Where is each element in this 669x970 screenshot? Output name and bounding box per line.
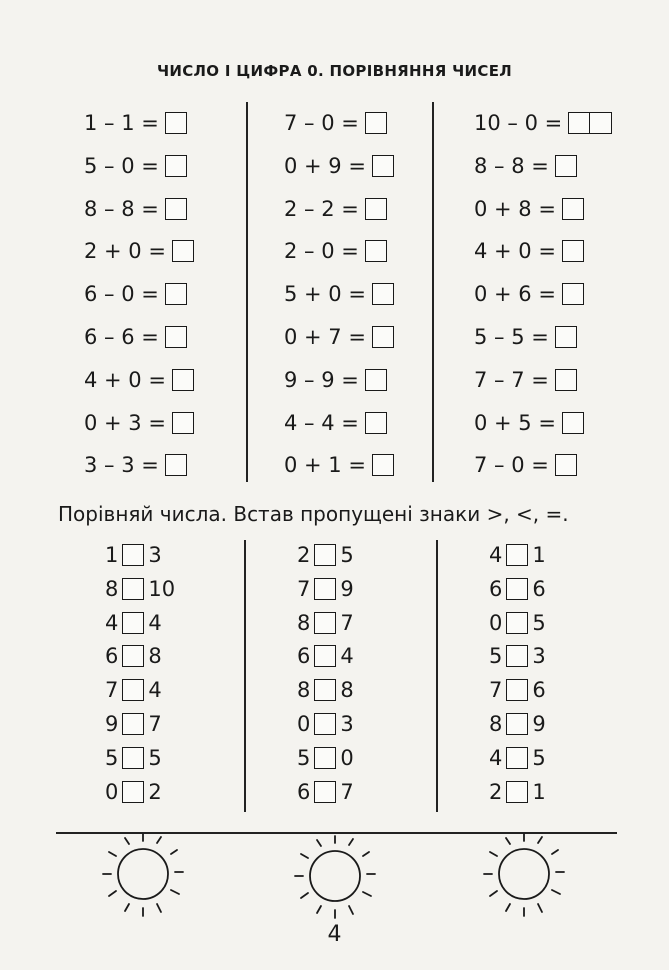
comparison-sign-box[interactable] [314,578,336,600]
comparison-item [489,609,546,637]
exercise-item [474,278,584,310]
comparison-sign-box[interactable] [314,747,336,769]
exercise-item [284,193,387,225]
comparison-item [105,609,162,637]
exercise-item [284,449,394,481]
comparison-sign-box[interactable] [314,612,336,634]
right-number: 6 [532,576,546,601]
instruction-text: Порівняй числа. Встав пропущені знаки >, <, =. [58,502,569,526]
answer-box[interactable] [165,454,187,476]
exercise-item [84,150,187,182]
exercise-expression: 0 + 3 = [84,410,166,435]
comparison-sign-box[interactable] [314,679,336,701]
answer-box[interactable] [562,412,584,434]
exercise-expression: 2 – 2 = [284,196,359,221]
comparison-item [297,778,354,806]
answer-box[interactable] [562,283,584,305]
left-number: 4 [489,543,503,567]
comparison-item [105,778,162,806]
answer-box[interactable] [555,326,577,348]
left-number: 4 [489,745,503,770]
comparison-sign-box[interactable] [314,544,336,566]
comparison-sign-box[interactable] [122,578,144,600]
comparison-sign-box[interactable] [506,781,528,803]
comparison-item [489,642,546,670]
answer-box[interactable] [372,155,394,177]
exercise-expression: 10 – 0 = [474,111,563,135]
left-number: 7 [297,576,311,601]
answer-box[interactable] [365,240,387,262]
left-number: 5 [297,745,311,770]
exercise-item [84,449,187,481]
comparison-sign-box[interactable] [122,679,144,701]
exercise-item [474,235,584,267]
exercise-item [84,193,187,225]
exercise-expression: 5 – 0 = [84,153,159,178]
exercise-expression: 6 – 6 = [84,325,159,349]
exercise-item [474,407,584,439]
exercise-expression: 9 – 9 = [284,367,359,392]
exercise-expression: 7 – 0 = [474,453,549,478]
left-number: 0 [489,610,503,635]
right-number: 8 [340,678,354,703]
right-number: 8 [148,644,162,669]
comparison-item [297,744,354,772]
left-number: 7 [489,678,503,703]
answer-box[interactable] [568,112,590,134]
comparison-item [105,642,162,670]
answer-box[interactable] [165,198,187,220]
right-number: 1 [532,779,546,804]
left-number: 2 [297,543,311,567]
comparison-sign-box[interactable] [122,544,144,566]
comparison-item [297,575,354,603]
exercise-expression: 6 – 0 = [84,282,159,307]
sun-icon [474,832,574,920]
answer-box[interactable] [555,155,577,177]
comparison-item [489,541,546,569]
right-number: 5 [532,745,546,770]
answer-box[interactable] [365,112,387,134]
left-number: 6 [489,576,503,601]
exercise-item [84,278,187,310]
left-number: 6 [297,644,311,669]
comparison-item [489,744,546,772]
left-number: 6 [297,779,311,804]
answer-box[interactable] [172,412,194,434]
left-number: 8 [105,576,119,601]
column-divider [432,102,434,482]
left-number: 8 [297,678,311,703]
right-number: 10 [148,576,176,601]
exercise-expression: 5 – 5 = [474,325,549,349]
right-number: 7 [340,610,354,635]
comparison-sign-box[interactable] [314,713,336,735]
exercise-item [474,150,577,182]
comparison-sign-box[interactable] [506,544,528,566]
answer-box[interactable] [165,112,187,134]
exercise-expression: 1 – 1 = [84,111,159,135]
left-number: 6 [105,644,119,669]
comparison-sign-box[interactable] [506,713,528,735]
comparison-item [297,710,354,738]
right-number: 4 [340,644,354,669]
comparison-sign-box[interactable] [314,645,336,667]
page-number: 4 [327,922,342,947]
comparison-item [105,676,162,704]
answer-box[interactable] [172,369,194,391]
exercise-expression: 4 + 0 = [474,239,556,264]
exercise-expression: 0 + 8 = [474,196,556,221]
exercise-expression: 2 + 0 = [84,239,166,264]
answer-box[interactable] [555,369,577,391]
right-number: 7 [340,779,354,804]
exercise-expression: 0 + 6 = [474,282,556,307]
left-number: 4 [105,610,119,635]
exercise-item [284,407,387,439]
comparison-sign-box[interactable] [506,578,528,600]
exercise-item [284,364,387,396]
comparison-sign-box[interactable] [506,679,528,701]
sun-icon [95,832,195,920]
comparison-item [105,575,175,603]
right-number: 3 [148,543,162,567]
comparison-item [489,778,546,806]
exercise-expression: 4 – 4 = [284,410,359,435]
left-number: 8 [297,610,311,635]
comparison-sign-box[interactable] [122,645,144,667]
exercise-expression: 4 + 0 = [84,367,166,392]
comparison-sign-box[interactable] [314,781,336,803]
column-divider [244,540,246,812]
left-number: 0 [105,779,119,804]
comparison-sign-box[interactable] [506,612,528,634]
comparison-item [105,744,162,772]
left-number: 9 [105,712,119,736]
comparison-item [105,710,162,738]
right-number: 3 [340,712,354,736]
right-number: 2 [148,779,162,804]
exercise-item [84,235,194,267]
exercise-item [474,449,577,481]
answer-box[interactable] [562,198,584,220]
left-number: 7 [105,678,119,703]
sun-icon [287,832,387,920]
answer-box[interactable] [555,454,577,476]
right-number: 5 [148,745,162,770]
exercise-expression: 5 + 0 = [284,282,366,307]
exercise-expression: 0 + 5 = [474,410,556,435]
right-number: 9 [532,712,546,736]
comparison-item [489,676,546,704]
exercise-expression: 7 – 0 = [284,111,359,135]
exercise-item [84,407,194,439]
comparison-item [297,676,354,704]
column-divider [436,540,438,812]
comparison-item [297,642,354,670]
exercise-expression: 7 – 7 = [474,367,549,392]
exercise-item [84,107,187,139]
comparison-item [105,541,162,569]
comparison-sign-box[interactable] [506,747,528,769]
comparison-sign-box[interactable] [506,645,528,667]
comparison-item [489,575,546,603]
comparison-sign-box[interactable] [122,747,144,769]
answer-box[interactable] [165,326,187,348]
column-divider [246,102,248,482]
exercise-expression: 0 + 1 = [284,453,366,478]
exercise-item [474,364,577,396]
exercise-item [84,364,194,396]
comparison-item [297,541,354,569]
exercise-item [284,321,394,353]
two-digit-answer-box[interactable] [568,112,612,134]
exercise-item [284,235,387,267]
comparison-sign-box[interactable] [122,713,144,735]
answer-box[interactable] [562,240,584,262]
exercise-expression: 2 – 0 = [284,239,359,264]
left-number: 5 [105,745,119,770]
exercise-item [284,107,387,139]
right-number: 7 [148,712,162,736]
page-title: ЧИСЛО І ЦИФРА 0. ПОРІВНЯННЯ ЧИСЕЛ [156,62,513,80]
exercise-item [284,278,394,310]
left-number: 0 [297,712,311,736]
left-number: 8 [489,712,503,736]
answer-box[interactable] [365,369,387,391]
right-number: 6 [532,678,546,703]
comparison-sign-box[interactable] [122,612,144,634]
right-number: 9 [340,576,354,601]
right-number: 4 [148,610,162,635]
answer-box[interactable] [372,283,394,305]
answer-box[interactable] [165,155,187,177]
exercise-item [284,150,394,182]
right-number: 5 [532,610,546,635]
answer-box[interactable] [365,198,387,220]
answer-box[interactable] [365,412,387,434]
left-number: 1 [105,543,119,567]
exercise-expression: 0 + 9 = [284,153,366,178]
answer-box[interactable] [372,454,394,476]
left-number: 5 [489,644,503,669]
right-number: 4 [148,678,162,703]
comparison-sign-box[interactable] [122,781,144,803]
exercise-item [474,107,612,139]
exercise-item [474,321,577,353]
right-number: 1 [532,543,546,567]
right-number: 5 [340,543,354,567]
exercise-item [474,193,584,225]
comparison-item [489,710,546,738]
right-number: 3 [532,644,546,669]
answer-box[interactable] [590,112,612,134]
exercise-expression: 8 – 8 = [474,153,549,178]
exercise-expression: 8 – 8 = [84,196,159,221]
comparison-item [297,609,354,637]
answer-box[interactable] [372,326,394,348]
exercise-item [84,321,187,353]
answer-box[interactable] [172,240,194,262]
left-number: 2 [489,779,503,804]
answer-box[interactable] [165,283,187,305]
exercise-expression: 3 – 3 = [84,453,159,478]
right-number: 0 [340,745,354,770]
exercise-expression: 0 + 7 = [284,325,366,349]
